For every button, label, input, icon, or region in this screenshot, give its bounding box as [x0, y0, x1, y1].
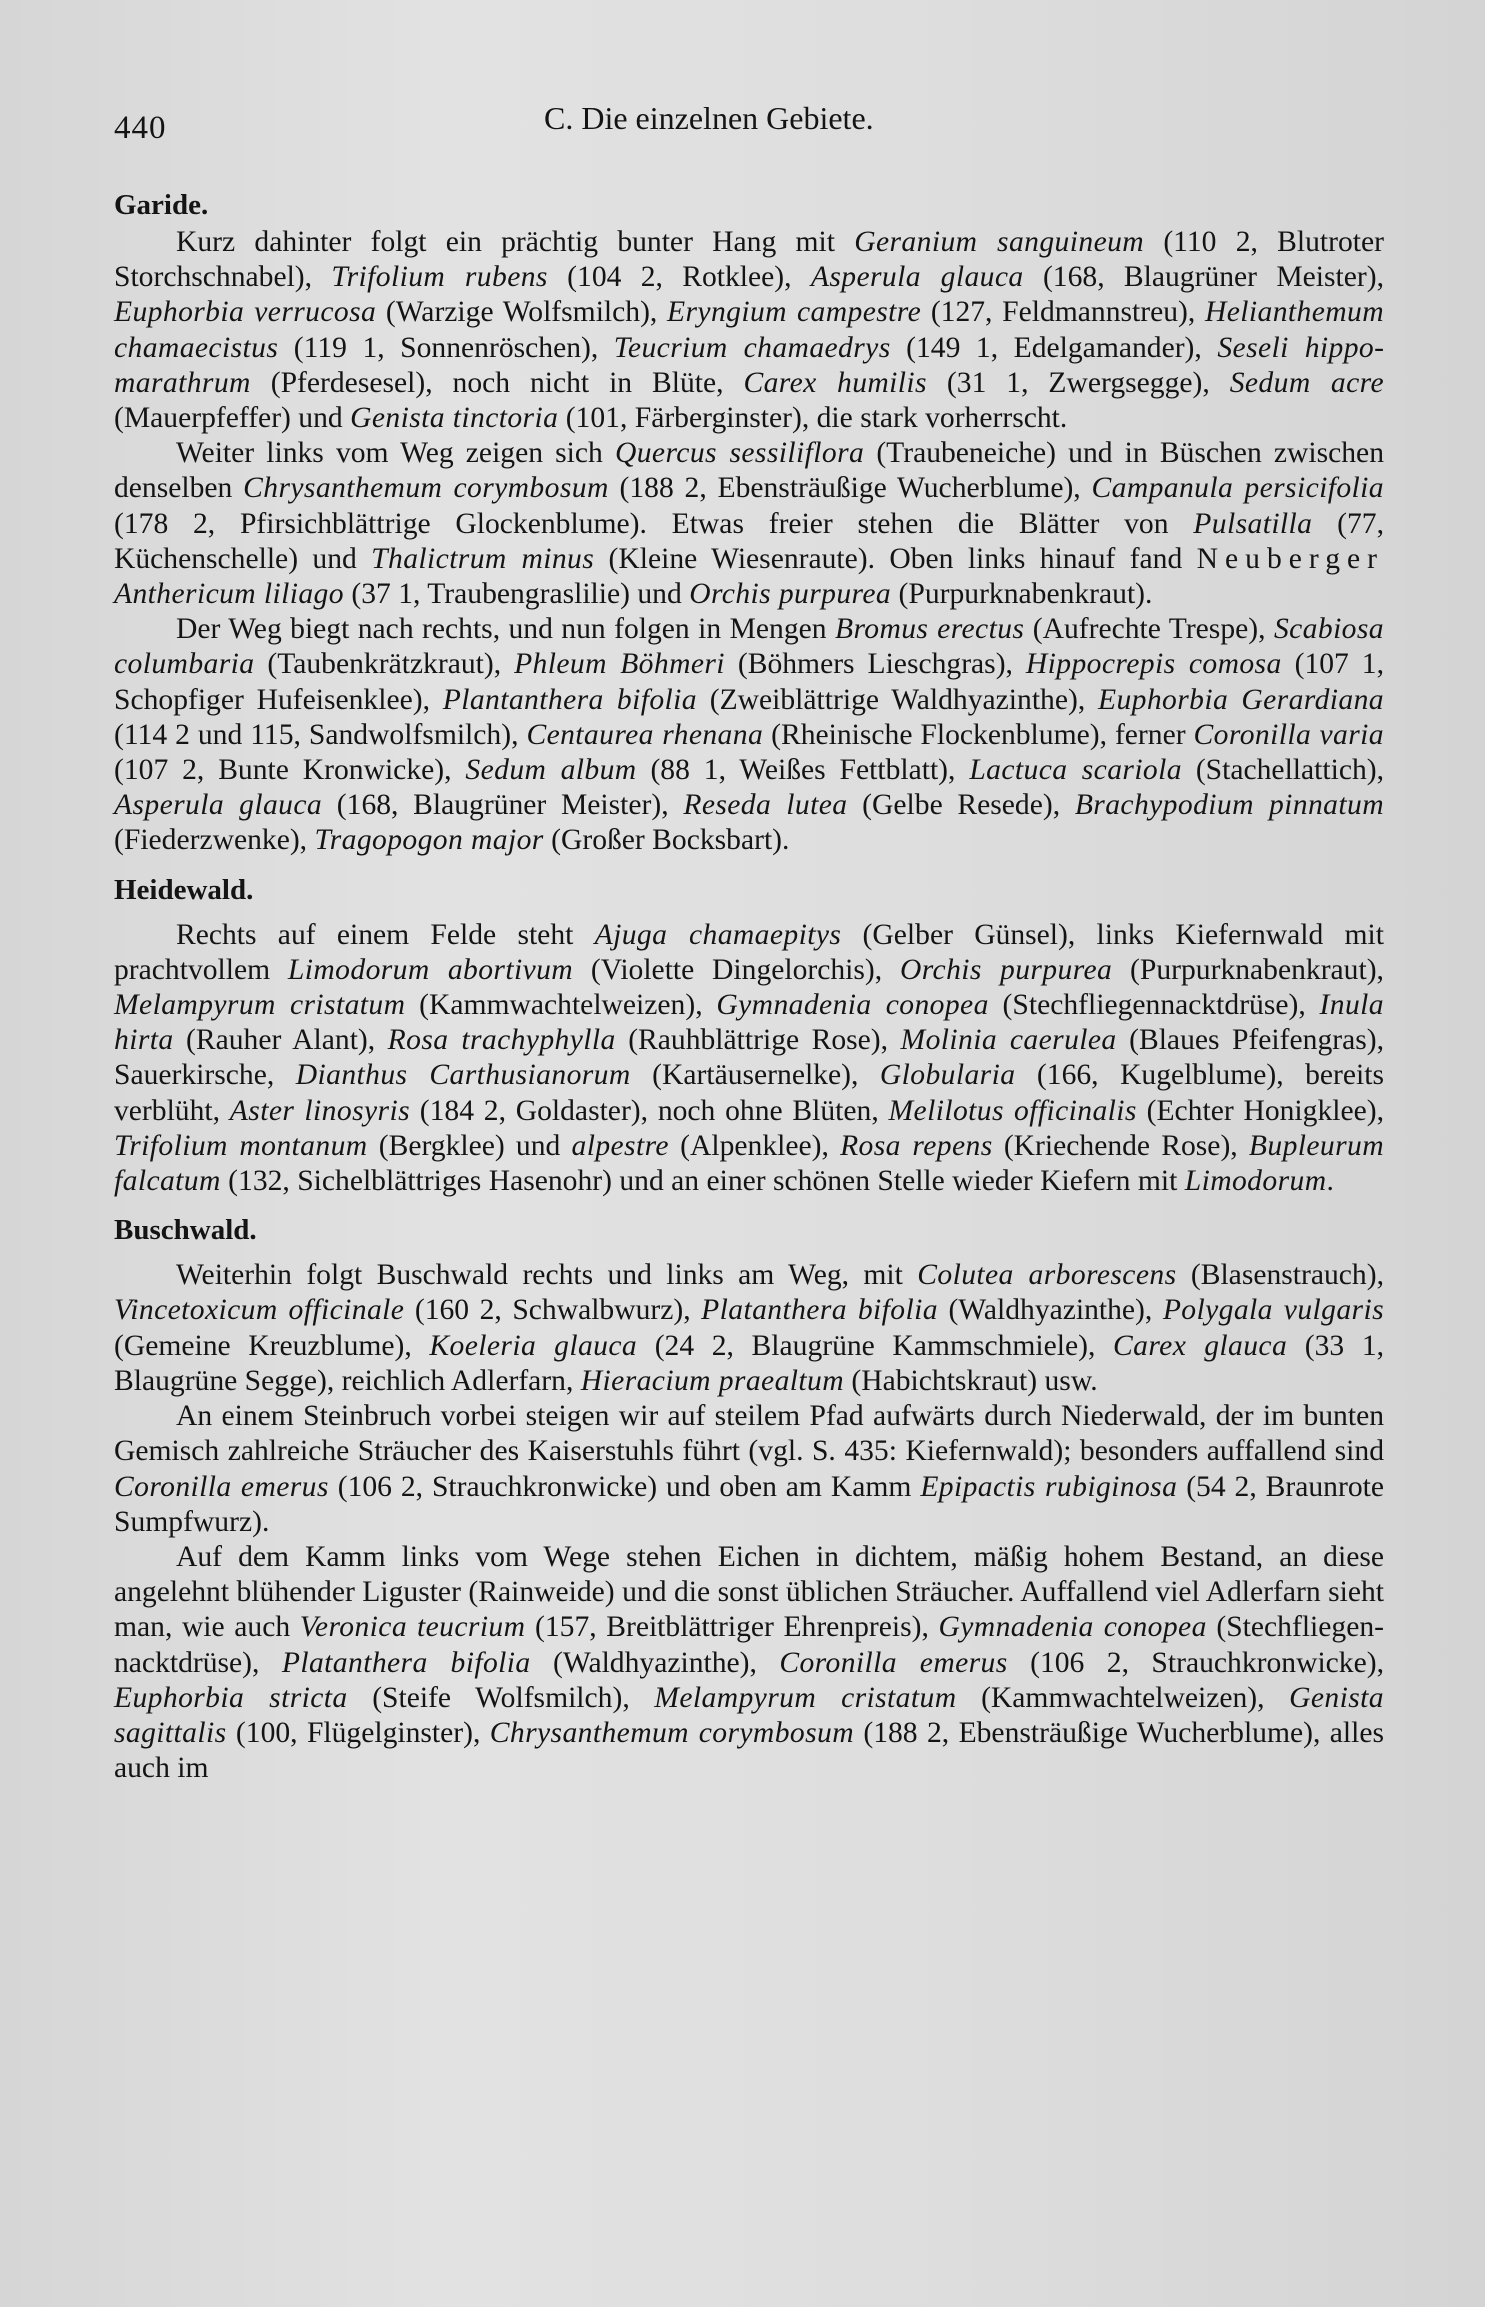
- species-name: Sedum album: [465, 754, 637, 787]
- section-garide: [114, 188, 1384, 859]
- species-name: Euphorbia Gerardiana: [1097, 683, 1384, 716]
- species-name: Helianthemum chamaecistus: [114, 296, 1384, 364]
- species-name: Sedum acre: [1229, 366, 1384, 399]
- species-name: Gymnadenia conopea: [716, 989, 989, 1022]
- text-run: (Kammwachtelweizen),: [405, 989, 717, 1022]
- text-run: (149 1, Edelgamander),: [890, 331, 1218, 364]
- text-run: Kurz dahinter folgt ein prächtig bunter Hang mit: [176, 226, 855, 258]
- species-name: Chrysanthemum corymbosum: [489, 1716, 854, 1749]
- text-run: (104 2, Rotklee),: [547, 261, 811, 294]
- text-run: (Stachellattich),: [1181, 754, 1384, 787]
- text-run: (31 1, Zwergsegge),: [926, 366, 1230, 399]
- species-name: Molinia caerulea: [900, 1024, 1117, 1057]
- species-name: Hieracium praealtum: [580, 1364, 844, 1397]
- section-heading: Garide.: [114, 189, 209, 221]
- text-run: Auf dem Kamm links vom Wege stehen Eichen in dichtem, mäßig hohem Bestand, an diese angelehnt blühender Liguster (Rainweide) und die sonst üblichen Sträucher. Auffallend viel Adlerfarn sieht man, wie auch: [114, 1540, 1384, 1644]
- species-name: Euphorbia verrucosa: [114, 296, 377, 329]
- text-run: (Großer Bocksbart).: [543, 824, 790, 857]
- species-name: Polygala vulgaris: [1162, 1294, 1384, 1327]
- text-run: (100, Flügelginster),: [226, 1716, 490, 1749]
- species-name: Euphorbia stricta: [114, 1681, 348, 1714]
- species-name: Inula hirta: [114, 989, 1384, 1057]
- species-name: Coronilla varia: [1193, 718, 1384, 751]
- species-name: Rosa repens: [840, 1129, 993, 1162]
- species-name: Reseda lutea: [683, 789, 848, 822]
- text-run: (Steife Wolfsmilch),: [347, 1681, 655, 1714]
- species-name: Genista tinctoria: [350, 402, 559, 435]
- text-run: (107 2, Bunte Kronwicke),: [114, 754, 466, 787]
- text-run: Rechts auf einem Felde steht: [176, 918, 595, 951]
- paragraph: [114, 1258, 1384, 1399]
- paragraph: [114, 918, 1384, 1200]
- species-name: Platanthera bifolia: [701, 1294, 938, 1327]
- text-run: (106 2, Strauchkronwicke) und oben am Kamm: [328, 1470, 921, 1503]
- text-run: (Purpurknabenkraut),: [1112, 953, 1384, 986]
- species-name: Genista sagittalis: [114, 1681, 1384, 1749]
- text-run: (188 2, Ebensträußige Wucherblume), alles auch im: [114, 1716, 1384, 1785]
- text-run: (Gemeine Kreuzblume),: [114, 1329, 430, 1362]
- text-run: (168, Blaugrüner Meister),: [1023, 261, 1385, 294]
- text-run: (160 2, Schwalbwurz),: [404, 1294, 702, 1327]
- paragraph: [114, 612, 1384, 858]
- species-name: Asperula glauca: [114, 789, 323, 822]
- paragraph: [114, 1540, 1384, 1786]
- species-name: Orchis purpurea: [899, 953, 1113, 986]
- text-run: An einem Steinbruch vorbei steigen wir auf steilem Pfad aufwärts durch Niederwald, der im bunten Gemisch zahlreiche Sträucher des Kaiserstuhls führt (vgl. S. 435: Kiefernwald); besonders auffallend sind: [114, 1400, 1384, 1468]
- species-name: Tragopogon major: [314, 824, 544, 857]
- species-name: Platanthera bifolia: [281, 1646, 531, 1679]
- species-name: Limodorum abortivum: [287, 953, 574, 986]
- species-name: Plantanthera bifolia: [442, 683, 697, 716]
- species-name: Melampyrum cristatum: [654, 1681, 957, 1714]
- text-run: (Blasenstrauch),: [1176, 1259, 1384, 1292]
- species-name: Bromus erectus: [834, 613, 1025, 646]
- species-name: Geranium sanguineum: [854, 226, 1145, 258]
- text-run: Weiterhin folgt Buschwald rechts und links am Weg, mit: [176, 1259, 918, 1292]
- species-name: Brachypodium pinnatum: [1074, 789, 1384, 822]
- text-run: .: [1326, 1165, 1334, 1198]
- species-name: Gymnadenia conopea: [938, 1611, 1207, 1644]
- species-name: Aster linosyris: [229, 1094, 410, 1127]
- species-name: Seseli hippomarathrum: [114, 331, 1384, 399]
- text-run: (Gelber Günsel), links Kiefernwald mit prachtvollem: [114, 918, 1384, 986]
- text-run: (37 1, Traubengraslilie) und: [343, 578, 690, 611]
- species-name: Phleum Böhmeri: [514, 648, 725, 681]
- text-run: (157, Breitblättriger Ehrenpreis),: [525, 1611, 939, 1644]
- running-title: C. Die einzelnen Gebiete.: [544, 100, 874, 136]
- text-run: (Kleine Wiesenraute). Oben links hinauf fand: [594, 542, 1197, 575]
- text-run: (178 2, Pfirsichblättrige Glockenblume). Etwas freier stehen die Blätter von: [114, 507, 1194, 540]
- species-name: Trifolium rubens: [331, 261, 548, 294]
- text-run: (Waldhyazinthe),: [937, 1294, 1163, 1327]
- running-head: [114, 0, 1384, 150]
- text-run: (24 2, Blaugrüne Kammschmiele),: [637, 1329, 1113, 1362]
- species-name: Hippocrepis comosa: [1025, 648, 1282, 681]
- text-run: Der Weg biegt nach rechts, und nun folgen in Mengen: [176, 613, 835, 646]
- person-name: Neuberger: [1196, 542, 1384, 575]
- text-run: (Blaues Pfeifengras), Sauerkirsche,: [114, 1024, 1384, 1092]
- text-run: (Fiederzwenke),: [114, 824, 315, 857]
- species-name: Bupleurum falcatum: [114, 1129, 1385, 1198]
- species-name: Pulsatilla: [1193, 507, 1313, 540]
- text-run: (Violette Dingelorchis),: [573, 953, 900, 986]
- species-name: Centaurea rhenana: [526, 718, 764, 751]
- text-run: (Zweiblättrige Waldhyazinthe),: [696, 683, 1098, 716]
- page-number: 440: [114, 110, 167, 146]
- text-run: (Kartäusernelke),: [630, 1059, 880, 1092]
- text-run: (107 1, Schopfiger Hufeisenklee),: [114, 648, 1384, 716]
- species-name: Epipactis rubiginosa: [920, 1470, 1178, 1503]
- text-run: (Kriechende Rose),: [992, 1129, 1249, 1162]
- species-name: Eryngium campestre: [667, 296, 922, 329]
- species-name: Chrysanthemum corymbosum: [243, 472, 609, 505]
- text-run: (54 2, Braunrote Sumpfwurz).: [114, 1470, 1384, 1538]
- species-name: Scabiosa columbaria: [114, 613, 1384, 681]
- species-name: Dianthus Carthusianorum: [295, 1059, 631, 1092]
- text-run: Weiter links vom Weg zeigen sich: [176, 437, 615, 470]
- species-name: Asperula glauca: [810, 261, 1024, 294]
- text-run: (Böhmers Lieschgras),: [724, 648, 1026, 681]
- text-run: (Bergklee) und: [367, 1129, 572, 1162]
- text-run: (188 2, Ebensträußige Wucherblume),: [608, 472, 1092, 505]
- species-name: Melampyrum cristatum: [114, 989, 406, 1022]
- text-run: (101, Färberginster), die stark vorherrscht.: [558, 402, 1068, 435]
- species-name: Globularia: [879, 1059, 1016, 1092]
- text-run: (Rauher Alant),: [173, 1024, 388, 1057]
- text-run: (77, Küchenschelle) und: [114, 507, 1384, 575]
- text-run: (Traubeneiche) und in Büschen zwischen denselben: [114, 437, 1384, 505]
- text-run: (Aufrechte Trespe),: [1024, 613, 1274, 646]
- species-name: Melilotus officinalis: [888, 1094, 1137, 1127]
- text-run: (114 2 und 115, Sandwolfsmilch),: [114, 718, 527, 751]
- text-run: (Stechfliegennacktdrüse),: [988, 989, 1320, 1022]
- species-name: Quercus sessiliflora: [614, 437, 865, 470]
- species-name: Lactuca scariola: [969, 754, 1182, 787]
- text-run: (33 1, Blaugrüne Segge), reichlich Adlerfarn,: [114, 1329, 1385, 1397]
- species-name: Koeleria glauca: [429, 1329, 638, 1362]
- species-name: alpestre: [571, 1129, 669, 1162]
- text-run: (Echter Honigklee),: [1136, 1094, 1384, 1127]
- book-page: [114, 0, 1384, 1786]
- text-run: (132, Sichelblättriges Hasenohr) und an einer schönen Stelle wieder Kiefern mit: [220, 1165, 1185, 1198]
- species-name: Colutea arborescens: [917, 1259, 1177, 1292]
- text-run: (Habichtskraut) usw.: [844, 1364, 1098, 1397]
- section-buschwald: [114, 1213, 1384, 1786]
- species-name: Limodorum: [1184, 1165, 1327, 1198]
- paragraph: [114, 1399, 1384, 1540]
- text-run: (184 2, Goldaster), noch ohne Blüten,: [409, 1094, 889, 1127]
- text-run: (110 2, Blutroter Storchschnabel),: [114, 226, 1384, 294]
- text-run: (106 2, Strauchkronwicke),: [1007, 1646, 1384, 1679]
- text-run: (168, Blaugrüner Meister),: [322, 789, 684, 822]
- paragraph: [114, 436, 1384, 612]
- text-run: (Mauerpfeffer) und: [114, 402, 351, 435]
- text-run: (88 1, Weißes Fettblatt),: [636, 754, 970, 787]
- text-run: (127, Feldmannstreu),: [921, 296, 1205, 329]
- paragraph: [114, 225, 1384, 436]
- text-run: (Purpurknabenkraut).: [891, 578, 1153, 611]
- text-run: (Stechfliegennacktdrüse),: [114, 1611, 1384, 1679]
- text-run: (Pferdesesel), noch nicht in Blüte,: [250, 366, 744, 399]
- text-run: (Kammwachtelweizen),: [956, 1681, 1290, 1714]
- text-run: (Alpenklee),: [668, 1129, 841, 1162]
- text-run: (166, Kugelblume), bereits verblüht,: [114, 1059, 1384, 1127]
- species-name: Thalictrum minus: [371, 542, 595, 575]
- species-name: Anthericum liliago: [114, 578, 344, 611]
- text-run: (Gelbe Resede),: [847, 789, 1075, 822]
- species-name: Carex humilis: [743, 366, 927, 399]
- species-name: Coronilla emerus: [114, 1470, 329, 1503]
- species-name: Orchis purpurea: [689, 578, 892, 611]
- text-run: (Rheinische Flockenblume), ferner: [763, 718, 1194, 751]
- text-run: (119 1, Sonnenröschen),: [278, 331, 614, 364]
- species-name: Trifolium montanum: [114, 1129, 368, 1162]
- text-run: (Taubenkrätzkraut),: [254, 648, 515, 681]
- species-name: Ajuga chamaepitys: [594, 918, 842, 951]
- species-name: Coronilla emerus: [779, 1646, 1008, 1679]
- species-name: Veronica teucrium: [299, 1611, 526, 1644]
- section-heading: Heidewald.: [114, 873, 254, 906]
- species-name: Teucrium chamaedrys: [613, 331, 891, 364]
- text-run: (Rauhblättrige Rose),: [615, 1024, 901, 1057]
- text-run: (Warzige Wolfsmilch),: [376, 296, 668, 329]
- section-heading: Buschwald.: [114, 1214, 257, 1247]
- species-name: Vincetoxicum officinale: [114, 1294, 405, 1327]
- species-name: Rosa trachyphylla: [387, 1024, 616, 1057]
- text-run: (Waldhyazinthe),: [530, 1646, 780, 1679]
- section-heidewald: [114, 873, 1384, 1200]
- species-name: Carex glauca: [1113, 1329, 1288, 1362]
- species-name: Campanula persicifolia: [1091, 472, 1384, 505]
